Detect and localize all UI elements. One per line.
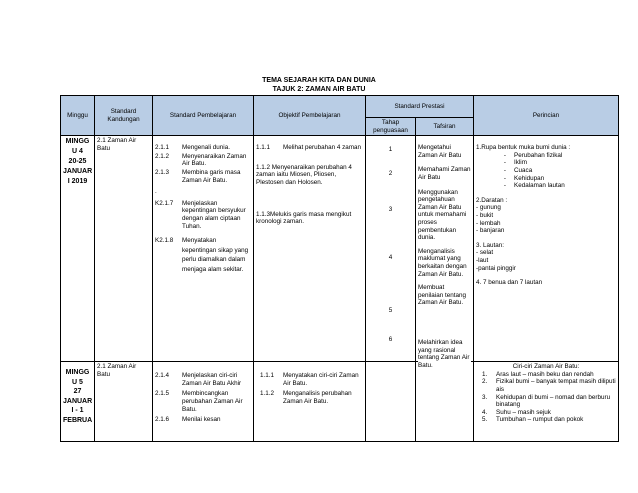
- list-item: 2.1.4 Menjelaskan ciri-ciri Zaman Air Batu Akhir: [155, 372, 242, 387]
- tafsiran-item: Membuat penilaian tentang Zaman Air Batu.: [418, 284, 466, 307]
- list-item: - bukit: [476, 211, 494, 219]
- list-item: K2.1.7 Menjelaskan kepentingan bersyukur dengan alam ciptaan Tuhan.: [155, 199, 246, 230]
- perincian-list: [476, 152, 616, 190]
- list-item: 1.1.3Melukis garis masa mengikut kronologi zaman.: [256, 210, 352, 226]
- lesson-plan-table: [60, 95, 619, 442]
- list-item: - Perubahan fizikal: [503, 151, 563, 159]
- list-item: 2. Fizikal bumi – banyak tempat masih diliputi ais: [482, 378, 616, 393]
- tafsiran-cell: [416, 136, 474, 362]
- tahap-level: 3: [388, 206, 393, 214]
- tahap-level: 6: [388, 336, 393, 344]
- list-item: K2.1.8 Menyatakan kepentingan sikap yang perlu diamalkan dalam menjaga alam sekitar.: [155, 237, 249, 273]
- kandungan-cell: 2.1 Zaman Air Batu: [95, 362, 153, 442]
- perincian-cell: Ciri-ciri Zaman Air Batu: 1. Aras laut – masih beku dan rendah 2. Fizikal bumi – banyak tempat masih diliputi ais 3. Kehidupan di bumi – nomad dan berburu binatang 4. Suhu – masih sejuk 5. Tumbuhan – rumput dan pokok: [474, 362, 619, 442]
- header-tahap: Tahap penguasaan: [366, 118, 416, 136]
- minggu-cell: MINGG U 4 20-25 JANUAR I 2019: [61, 136, 95, 362]
- tafsiran-item: Mengetahui Zaman Air Batu: [418, 144, 462, 159]
- header-tafsiran: Tafsiran: [416, 118, 474, 136]
- list-item: 3. Kehidupan di bumi – nomad dan berburu binatang: [482, 393, 611, 409]
- list-item: 1. Aras laut – masih beku dan rendah: [482, 370, 594, 378]
- perincian-list: [476, 371, 616, 424]
- list-item: - Iklim: [503, 159, 527, 167]
- tafsiran-item: Menggunakan pengetahuan Zaman Air Batu untuk memahami proses pembentukan dunia.: [418, 188, 467, 242]
- pembelajaran-cell: [153, 362, 254, 442]
- tafsiran-item: Melahirkan idea yang rasional tentang Zaman Air Batu.: [418, 339, 470, 369]
- list-item: 4. Suhu – masih sejuk: [482, 408, 551, 416]
- header-objektif: Objektif Pembelajaran: [254, 96, 366, 136]
- list-item: 2.1.6 Menilai kesan: [155, 416, 221, 424]
- list-item: - Kedalaman lautan: [503, 182, 565, 190]
- topic-title: TAJUK 2: ZAMAN AIR BATU: [272, 86, 366, 93]
- list-item: 2.1.3 Membina garis masa Zaman Air Batu.: [155, 168, 241, 184]
- header-minggu: Minggu: [61, 96, 95, 136]
- tafsiran-cell: [416, 339, 474, 442]
- list-item: .: [155, 188, 157, 196]
- header-standard-prestasi: Standard Prestasi: [366, 96, 474, 118]
- tahap-cell: [366, 362, 416, 442]
- list-item: - selat: [476, 249, 494, 257]
- tafsiran-item: Memahami Zaman Air Batu: [418, 166, 471, 181]
- perincian-cell: 1.Rupa bentuk muka bumi dunia : - Perubahan fizikal - Iklim - Cuaca - Kehidupan - Kedalaman lautan 2.Daratan : - gunung - bukit - lembah - banjaran 3. Lautan: - selat -laut -pantai pinggir 4. 7 benua dan 7 lautan: [474, 136, 619, 362]
- tahap-level: 4: [388, 254, 393, 262]
- list-item: 2.1.1 Mengenali dunia.: [155, 144, 230, 152]
- list-item: 2.1.5 Membincangkan perubahan Zaman Air Batu.: [155, 390, 243, 413]
- table-row: [61, 362, 619, 442]
- tafsiran-item: Menganalisis maklumat yang berkaitan dengan Zaman Air Batu.: [418, 247, 467, 278]
- header-row: [61, 96, 619, 118]
- header-standard-pembelajaran: Standard Pembelajaran: [153, 96, 254, 136]
- list-item: 1.1.2 Menganalisis perubahan Zaman Air Batu.: [260, 390, 352, 405]
- tahap-cell: [366, 136, 416, 362]
- list-item: - gunung: [476, 204, 501, 212]
- list-item: -laut: [476, 256, 489, 264]
- list-item: 5. Tumbuhan – rumput dan pokok: [482, 416, 584, 424]
- tahap-level: 5: [388, 307, 393, 315]
- objektif-cell: [254, 136, 366, 362]
- minggu-cell: MINGG U 5 27 JANUAR I - 1 FEBRUA: [61, 362, 95, 442]
- list-item: - Kehidupan: [503, 174, 545, 182]
- list-item: 2.1.2 Menyenaraikan Zaman Air Batu.: [155, 152, 247, 168]
- header-perincian: Perincian: [474, 96, 619, 136]
- table-row: [61, 136, 619, 362]
- list-item: 1.1.1 Melihat perubahan 4 zaman: [256, 144, 362, 152]
- document-title-block: [0, 76, 638, 94]
- kandungan-cell: 2.1 Zaman Air Batu: [95, 136, 153, 362]
- header-standard-kandungan: Standard Kandungan: [95, 96, 153, 136]
- tahap-level: 2: [388, 170, 393, 178]
- list-item: -pantai pinggir: [476, 264, 516, 272]
- theme-title: TEMA SEJARAH KITA DAN DUNIA: [262, 77, 376, 84]
- pembelajaran-cell: [153, 136, 254, 362]
- list-item: - banjaran: [476, 227, 505, 235]
- list-item: - Cuaca: [503, 166, 533, 174]
- objektif-cell: [254, 362, 366, 442]
- list-item: 1.1.2 Menyenaraikan perubahan 4 zaman iaitu Miosen, Pliosen, Plestosen dan Holosen.: [256, 163, 352, 186]
- list-item: - lembah: [476, 219, 501, 227]
- tahap-level: 1: [388, 146, 393, 154]
- list-item: 1.1.1 Menyatakan ciri-ciri Zaman Air Batu.: [260, 372, 359, 387]
